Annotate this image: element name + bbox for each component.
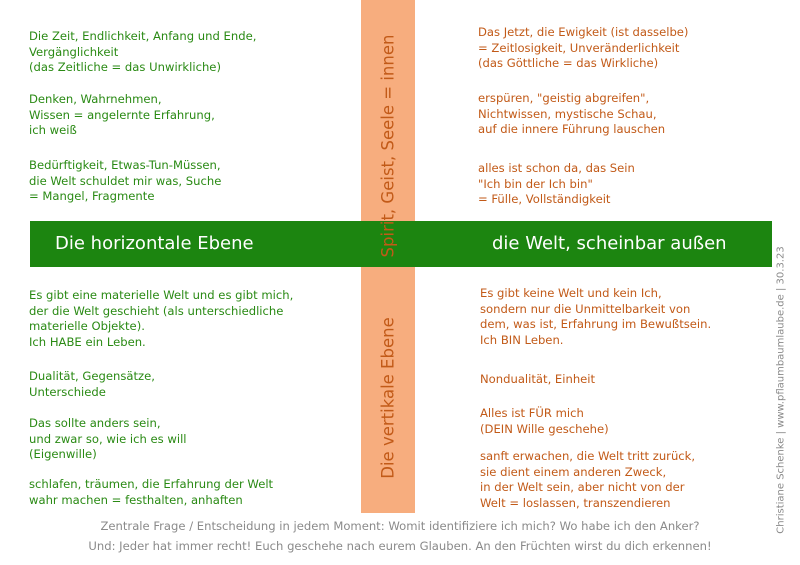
top-left-text-3: Bedürftigkeit, Etwas-Tun-Müssen, die Welt schuldet mir was, Suche = Mangel, Fragmente bbox=[29, 158, 222, 204]
top-left-text-2: Denken, Wahrnehmen, Wissen = angelernte Erfahrung, ich weiß bbox=[29, 92, 215, 138]
top-right-text-2: erspüren, "geistig abgreifen", Nichtwissen, mystische Schau, auf die innere Führung lauschen bbox=[478, 91, 666, 137]
bottom-left-text-1: Es gibt eine materielle Welt und es gibt mich, der die Welt geschieht (als unterschiedliche materielle Objekte). Ich HABE ein Leben. bbox=[29, 288, 294, 349]
bottom-right-text-1: Es gibt keine Welt und kein Ich, sondern nur die Unmittelbarkeit von dem, was ist, Erfahrung im Bewußtsein. Ich BIN Leben. bbox=[480, 286, 712, 347]
bottom-left-text-3: Das sollte anders sein, und zwar so, wie ich es will (Eigenwille) bbox=[29, 416, 187, 462]
author-credit: Christiane Schenke | www.pflaumbaumlaube.de | 30.3.23 bbox=[775, 246, 787, 534]
bottom-left-text-4: schlafen, träumen, die Erfahrung der Welt wahr machen = festhalten, anhaften bbox=[29, 477, 274, 507]
closing-statement-text: Und: Jeder hat immer recht! Euch geschehe nach eurem Glauben. An den Früchten wirst du dich erkennen! bbox=[88, 539, 712, 553]
top-right-text-3: alles ist schon da, das Sein "Ich bin der Ich bin" = Fülle, Vollständigkeit bbox=[478, 161, 635, 207]
horizontal-plane-label: Die horizontale Ebene bbox=[55, 233, 254, 254]
central-question-text: Zentrale Frage / Entscheidung in jedem Moment: Womit identifiziere ich mich? Wo habe ich den Anker? bbox=[100, 519, 700, 533]
bottom-right-text-3: Alles ist FÜR mich (DEIN Wille geschehe) bbox=[480, 406, 609, 436]
top-left-text-1: Die Zeit, Endlichkeit, Anfang und Ende, Vergänglichkeit (das Zeitliche = das Unwirkliche) bbox=[29, 29, 257, 75]
vertical-plane-label: Die vertikale Ebene bbox=[378, 317, 398, 479]
bottom-right-text-4: sanft erwachen, die Welt tritt zurück, sie dient einem anderen Zweck, in der Welt sein, aber nicht von der Welt = loslassen, transzendieren bbox=[480, 449, 696, 510]
bottom-right-text-2: Nondualität, Einheit bbox=[480, 372, 596, 386]
bottom-left-text-2: Dualität, Gegensätze, Unterschiede bbox=[29, 369, 155, 399]
spirit-inside-label: Spirit, Geist, Seele = innen bbox=[378, 34, 398, 258]
world-outside-label: die Welt, scheinbar außen bbox=[492, 233, 727, 254]
top-right-text-1: Das Jetzt, die Ewigkeit (ist dasselbe) = Zeitlosigkeit, Unveränderlichkeit (das Göttliche = das Wirkliche) bbox=[478, 25, 689, 71]
